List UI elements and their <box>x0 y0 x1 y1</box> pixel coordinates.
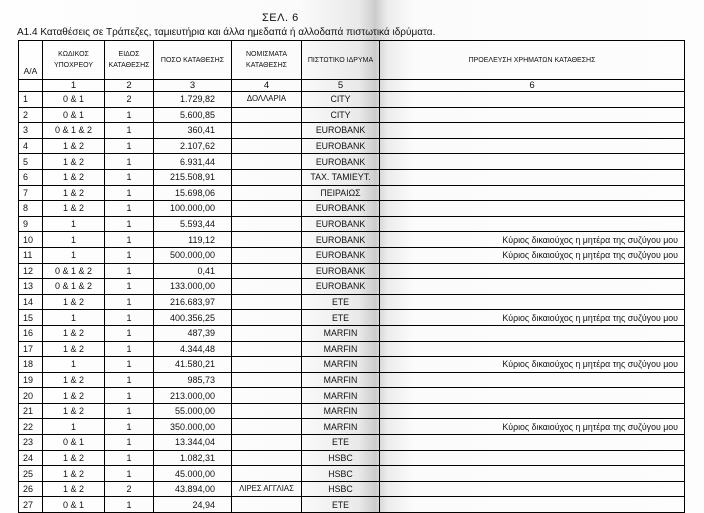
table-row <box>19 169 685 185</box>
header-origin: ΠΡΟΕΛΕΥΣΗ ΧΡΗΜΑΤΩΝ ΚΑΤΑΘΕΣΗΣ <box>380 41 685 80</box>
cell-currency <box>232 232 302 248</box>
cell-deposit-type: 1 <box>105 341 154 357</box>
cell-bank: MARFIN <box>302 403 380 419</box>
cell-origin <box>380 341 685 357</box>
cell-aa: 22 <box>19 419 43 435</box>
cell-bank: HSBC <box>302 450 380 466</box>
cell-origin <box>380 92 685 108</box>
cell-deposit-type: 1 <box>105 123 154 139</box>
cell-currency <box>232 201 302 217</box>
table-row <box>19 341 685 357</box>
cell-code: 1 & 2 <box>43 325 105 341</box>
cell-currency <box>232 185 302 201</box>
cell-deposit-type: 1 <box>105 388 154 404</box>
cell-aa: 8 <box>19 201 43 217</box>
cell-amount: 41.580,21 <box>154 357 232 373</box>
cell-origin <box>380 123 685 139</box>
cell-origin <box>380 388 685 404</box>
cell-deposit-type: 1 <box>105 497 154 513</box>
cell-currency <box>232 216 302 232</box>
cell-amount: 15.698,06 <box>154 185 232 201</box>
cell-aa: 27 <box>19 497 43 513</box>
cell-code: 1 & 2 <box>43 138 105 154</box>
cell-code: 1 <box>43 419 105 435</box>
cell-code: 1 & 2 <box>43 201 105 217</box>
cell-amount: 487,39 <box>154 325 232 341</box>
cell-deposit-type: 2 <box>105 92 154 108</box>
cell-bank: EUROBANK <box>302 232 380 248</box>
cell-code: 1 & 2 <box>43 466 105 482</box>
cell-aa: 9 <box>19 216 43 232</box>
cell-code: 1 & 2 <box>43 481 105 497</box>
cell-amount: 500.000,00 <box>154 247 232 263</box>
column-number: 1 <box>43 80 105 92</box>
cell-origin: Κύριος δικαιούχος η μητέρα της συζύγου μου <box>380 247 685 263</box>
cell-origin: Κύριος δικαιούχος η μητέρα της συζύγου μου <box>380 310 685 326</box>
cell-aa: 17 <box>19 341 43 357</box>
cell-bank: ΕΤΕ <box>302 294 380 310</box>
cell-origin <box>380 201 685 217</box>
cell-code: 1 & 2 <box>43 388 105 404</box>
table-row <box>19 325 685 341</box>
cell-origin <box>380 185 685 201</box>
cell-currency <box>232 357 302 373</box>
cell-currency <box>232 279 302 295</box>
cell-amount: 216.683,97 <box>154 294 232 310</box>
column-number: 4 <box>232 80 302 92</box>
cell-deposit-type: 1 <box>105 279 154 295</box>
table-row <box>19 138 685 154</box>
cell-bank: HSBC <box>302 466 380 482</box>
cell-currency <box>232 169 302 185</box>
cell-origin <box>380 138 685 154</box>
table-row <box>19 107 685 123</box>
cell-bank: MARFIN <box>302 372 380 388</box>
cell-currency <box>232 435 302 451</box>
cell-amount: 2.107,62 <box>154 138 232 154</box>
cell-origin <box>380 216 685 232</box>
table-row <box>19 154 685 170</box>
cell-amount: 5.600,85 <box>154 107 232 123</box>
cell-origin <box>380 279 685 295</box>
table-row <box>19 123 685 139</box>
cell-origin <box>380 325 685 341</box>
column-number: 6 <box>380 80 685 92</box>
table-row <box>19 372 685 388</box>
cell-code: 0 & 1 <box>43 435 105 451</box>
cell-origin <box>380 497 685 513</box>
table-row <box>19 435 685 451</box>
cell-currency <box>232 263 302 279</box>
header-row <box>19 41 685 80</box>
table-row <box>19 450 685 466</box>
cell-deposit-type: 1 <box>105 247 154 263</box>
cell-amount: 133.000,00 <box>154 279 232 295</box>
table-row <box>19 294 685 310</box>
cell-amount: 24,94 <box>154 497 232 513</box>
cell-deposit-type: 1 <box>105 201 154 217</box>
cell-aa: 14 <box>19 294 43 310</box>
table-row <box>19 419 685 435</box>
cell-bank: ΕΤΕ <box>302 310 380 326</box>
page-number: ΣΕΛ. 6 <box>262 12 299 24</box>
cell-currency <box>232 138 302 154</box>
cell-currency: ΔΟΛΛΑΡΙΑ <box>232 92 302 108</box>
cell-deposit-type: 1 <box>105 232 154 248</box>
cell-origin <box>380 403 685 419</box>
header-deposit-type: ΕΙΔΟΣ ΚΑΤΑΘΕΣΗΣ <box>105 41 154 80</box>
cell-aa: 24 <box>19 450 43 466</box>
cell-amount: 43.894,00 <box>154 481 232 497</box>
cell-code: 1 & 2 <box>43 403 105 419</box>
cell-aa: 3 <box>19 123 43 139</box>
cell-deposit-type: 1 <box>105 216 154 232</box>
cell-deposit-type: 2 <box>105 481 154 497</box>
cell-currency <box>232 341 302 357</box>
cell-code: 0 & 1 <box>43 497 105 513</box>
cell-amount: 0,41 <box>154 263 232 279</box>
cell-aa: 16 <box>19 325 43 341</box>
cell-origin: Κύριος δικαιούχος η μητέρα της συζύγου μου <box>380 232 685 248</box>
cell-bank: ΕΤΕ <box>302 497 380 513</box>
cell-amount: 1.082,31 <box>154 450 232 466</box>
cell-bank: CITY <box>302 107 380 123</box>
header-code: ΚΩΔΙΚΟΣ ΥΠΟΧΡΕΟΥ <box>43 41 105 80</box>
cell-aa: 7 <box>19 185 43 201</box>
table-row <box>19 310 685 326</box>
table-row <box>19 263 685 279</box>
cell-currency <box>232 403 302 419</box>
cell-bank: EUROBANK <box>302 138 380 154</box>
cell-currency <box>232 419 302 435</box>
cell-bank: ΠΕΙΡΑΙΩΣ <box>302 185 380 201</box>
cell-aa: 4 <box>19 138 43 154</box>
cell-currency: ΛΙΡΕΣ ΑΓΓΛΙΑΣ <box>232 481 302 497</box>
cell-code: 1 & 2 <box>43 154 105 170</box>
cell-amount: 4.344,48 <box>154 341 232 357</box>
header-currency: ΝΟΜΙΣΜΑΤΑ ΚΑΤΑΘΕΣΗΣ <box>232 41 302 80</box>
cell-deposit-type: 1 <box>105 169 154 185</box>
table-row <box>19 232 685 248</box>
table-row <box>19 201 685 217</box>
cell-amount: 100.000,00 <box>154 201 232 217</box>
table-row <box>19 92 685 108</box>
cell-aa: 2 <box>19 107 43 123</box>
cell-code: 1 & 2 <box>43 169 105 185</box>
cell-aa: 12 <box>19 263 43 279</box>
table-row <box>19 497 685 513</box>
cell-bank: MARFIN <box>302 357 380 373</box>
cell-currency <box>232 450 302 466</box>
cell-origin <box>380 294 685 310</box>
table-row <box>19 357 685 373</box>
cell-amount: 6.931,44 <box>154 154 232 170</box>
header-amount: ΠΟΣΟ ΚΑΤΑΘΕΣΗΣ <box>154 41 232 80</box>
cell-deposit-type: 1 <box>105 357 154 373</box>
cell-aa: 21 <box>19 403 43 419</box>
table-row <box>19 185 685 201</box>
cell-aa: 23 <box>19 435 43 451</box>
table-row <box>19 279 685 295</box>
cell-code: 1 & 2 <box>43 341 105 357</box>
cell-origin <box>380 481 685 497</box>
cell-aa: 13 <box>19 279 43 295</box>
cell-aa: 15 <box>19 310 43 326</box>
cell-currency <box>232 310 302 326</box>
cell-deposit-type: 1 <box>105 107 154 123</box>
cell-amount: 55.000,00 <box>154 403 232 419</box>
column-number-row <box>19 80 685 92</box>
cell-amount: 45.000,00 <box>154 466 232 482</box>
cell-deposit-type: 1 <box>105 403 154 419</box>
cell-code: 1 & 2 <box>43 185 105 201</box>
cell-code: 0 & 1 & 2 <box>43 123 105 139</box>
cell-deposit-type: 1 <box>105 154 154 170</box>
cell-aa: 25 <box>19 466 43 482</box>
cell-code: 1 <box>43 247 105 263</box>
cell-amount: 985,73 <box>154 372 232 388</box>
cell-currency <box>232 123 302 139</box>
cell-code: 1 <box>43 232 105 248</box>
cell-bank: MARFIN <box>302 388 380 404</box>
cell-code: 1 <box>43 310 105 326</box>
cell-amount: 360,41 <box>154 123 232 139</box>
table-row <box>19 388 685 404</box>
cell-currency <box>232 154 302 170</box>
cell-amount: 215.508,91 <box>154 169 232 185</box>
cell-bank: MARFIN <box>302 341 380 357</box>
cell-deposit-type: 1 <box>105 138 154 154</box>
cell-deposit-type: 1 <box>105 450 154 466</box>
cell-code: 1 & 2 <box>43 294 105 310</box>
header-aa: Α/Α <box>19 41 43 80</box>
cell-currency <box>232 247 302 263</box>
cell-deposit-type: 1 <box>105 325 154 341</box>
cell-bank: EUROBANK <box>302 263 380 279</box>
cell-origin <box>380 372 685 388</box>
table-row <box>19 247 685 263</box>
cell-currency <box>232 388 302 404</box>
cell-amount: 1.729,82 <box>154 92 232 108</box>
cell-bank: ΤΑΧ. ΤΑΜΙΕΥΤ. <box>302 169 380 185</box>
cell-aa: 19 <box>19 372 43 388</box>
table-row <box>19 466 685 482</box>
cell-aa: 20 <box>19 388 43 404</box>
cell-bank: EUROBANK <box>302 154 380 170</box>
cell-currency <box>232 294 302 310</box>
cell-bank: EUROBANK <box>302 123 380 139</box>
cell-amount: 13.344,04 <box>154 435 232 451</box>
cell-deposit-type: 1 <box>105 435 154 451</box>
column-number: 2 <box>105 80 154 92</box>
cell-bank: CITY <box>302 92 380 108</box>
table-body <box>19 92 685 513</box>
cell-deposit-type: 1 <box>105 419 154 435</box>
cell-origin: Κύριος δικαιούχος η μητέρα της συζύγου μου <box>380 357 685 373</box>
cell-deposit-type: 1 <box>105 466 154 482</box>
cell-bank: MARFIN <box>302 325 380 341</box>
cell-origin <box>380 107 685 123</box>
cell-currency <box>232 325 302 341</box>
cell-amount: 213.000,00 <box>154 388 232 404</box>
cell-currency <box>232 497 302 513</box>
cell-aa: 11 <box>19 247 43 263</box>
cell-bank: EUROBANK <box>302 279 380 295</box>
cell-deposit-type: 1 <box>105 310 154 326</box>
cell-aa: 6 <box>19 169 43 185</box>
table-row <box>19 216 685 232</box>
cell-deposit-type: 1 <box>105 263 154 279</box>
cell-origin <box>380 263 685 279</box>
table-row <box>19 481 685 497</box>
cell-origin <box>380 154 685 170</box>
column-number: 5 <box>302 80 380 92</box>
cell-code: 1 <box>43 357 105 373</box>
cell-aa: 10 <box>19 232 43 248</box>
cell-deposit-type: 1 <box>105 372 154 388</box>
column-number: 3 <box>154 80 232 92</box>
cell-bank: EUROBANK <box>302 216 380 232</box>
table-row <box>19 403 685 419</box>
section-title: Α1.4 Καταθέσεις σε Τράπεζες, ταμιευτήρια και άλλα ημεδαπά ή αλλοδαπά πιστωτικά ιδρύματα. <box>17 27 436 38</box>
cell-origin: Κύριος δικαιούχος η μητέρα της συζύγου μου <box>380 419 685 435</box>
cell-origin <box>380 435 685 451</box>
cell-code: 1 & 2 <box>43 372 105 388</box>
cell-aa: 18 <box>19 357 43 373</box>
cell-code: 1 <box>43 216 105 232</box>
cell-bank: EUROBANK <box>302 201 380 217</box>
cell-currency <box>232 372 302 388</box>
column-number-empty <box>19 80 43 92</box>
cell-bank: ΕΤΕ <box>302 435 380 451</box>
cell-currency <box>232 107 302 123</box>
cell-amount: 119,12 <box>154 232 232 248</box>
cell-amount: 5.593,44 <box>154 216 232 232</box>
cell-code: 0 & 1 & 2 <box>43 263 105 279</box>
cell-amount: 400.356,25 <box>154 310 232 326</box>
cell-code: 0 & 1 & 2 <box>43 279 105 295</box>
cell-aa: 5 <box>19 154 43 170</box>
cell-bank: HSBC <box>302 481 380 497</box>
header-bank: ΠΙΣΤΩΤΙΚΟ ΙΔΡΥΜΑ <box>302 41 380 80</box>
cell-code: 0 & 1 <box>43 92 105 108</box>
cell-currency <box>232 466 302 482</box>
cell-aa: 26 <box>19 481 43 497</box>
deposits-table <box>18 40 685 513</box>
cell-amount: 350.000,00 <box>154 419 232 435</box>
cell-origin <box>380 169 685 185</box>
cell-origin <box>380 466 685 482</box>
cell-origin <box>380 450 685 466</box>
cell-code: 0 & 1 <box>43 107 105 123</box>
cell-aa: 1 <box>19 92 43 108</box>
cell-code: 1 & 2 <box>43 450 105 466</box>
cell-deposit-type: 1 <box>105 185 154 201</box>
cell-bank: MARFIN <box>302 419 380 435</box>
cell-bank: EUROBANK <box>302 247 380 263</box>
cell-deposit-type: 1 <box>105 294 154 310</box>
